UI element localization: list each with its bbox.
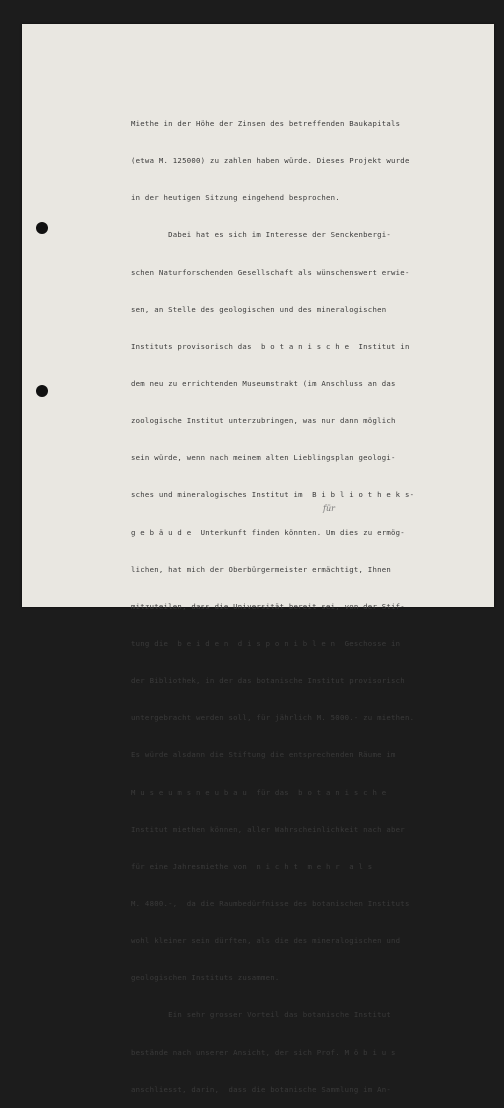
handwritten-insertion: für bbox=[323, 504, 335, 513]
text-line: mitzuteilen, dass die Universität bereit sei, von der Stif- bbox=[131, 601, 405, 611]
text-line: Ein sehr grosser Vorteil das botanische Institut bbox=[131, 1010, 392, 1020]
text-line: M u s e u m s n e u b a u für das b o t a n i s c h e bbox=[131, 787, 387, 797]
typed-letter-body bbox=[131, 96, 476, 1108]
text-line: Es würde alsdann die Stiftung die entsprechenden Räume im bbox=[131, 750, 396, 760]
text-line: tung die b e i d e n d i s p o n i b l e n Geschosse in bbox=[131, 638, 401, 648]
text-line: sches und mineralogisches Institut im B i b l i o t h e k s- bbox=[131, 490, 415, 500]
text-line: Instituts provisorisch das b o t a n i s c h e Institut in bbox=[131, 341, 410, 351]
text-line: Miethe in der Höhe der Zinsen des betreffenden Baukapitals bbox=[131, 119, 401, 128]
text-line: in der heutigen Sitzung eingehend besprochen. bbox=[131, 193, 340, 203]
text-line: (etwa M. 125000) zu zahlen haben würde. Dieses Projekt wurde bbox=[131, 156, 410, 166]
text-line: zoologische Institut unterzubringen, was nur dann möglich bbox=[131, 416, 396, 426]
text-line: anschliesst, darin, dass die botanische Sammlung im An- bbox=[131, 1084, 392, 1094]
text-line: g e b ä u d e Unterkunft finden könnten. Um dies zu ermög- bbox=[131, 527, 405, 537]
text-line: der Bibliothek, in der das botanische Institut provisorisch bbox=[131, 676, 405, 686]
text-line: wohl kleiner sein dürften, als die des mineralogischen und bbox=[131, 936, 401, 946]
text-line: schen Naturforschenden Gesellschaft als wünschenswert erwie- bbox=[131, 267, 410, 277]
punch-hole bbox=[36, 222, 48, 234]
text-line: bestände nach unserer Ansicht, der sich Prof. M ö b i u s bbox=[131, 1047, 396, 1057]
text-line: für eine Jahresmiethe von n i c h t m e h r a l s bbox=[131, 861, 373, 871]
text-line: sen, an Stelle des geologischen und des mineralogischen bbox=[131, 304, 387, 314]
text-line: Institut miethen können, aller Wahrscheinlichkeit nach aber bbox=[131, 824, 405, 834]
text-line: M. 4800.-, da die Raumbedürfnisse des botanischen Instituts bbox=[131, 898, 410, 908]
text-line: geologischen Instituts zusammen. bbox=[131, 973, 280, 983]
punch-hole bbox=[36, 385, 48, 397]
text-line: Dabei hat es sich im Interesse der Senckenbergi- bbox=[131, 230, 392, 240]
text-line: lichen, hat mich der Oberbürgermeister ermächtigt, Ihnen bbox=[131, 564, 392, 574]
text-line: untergebracht werden soll, für jährlich M. 5000.- zu miethen. bbox=[131, 713, 415, 723]
text-line: sein würde, wenn nach meinem alten Lieblingsplan geologi- bbox=[131, 453, 396, 463]
text-line: dem neu zu errichtenden Museumstrakt (im Anschluss an das bbox=[131, 378, 396, 388]
